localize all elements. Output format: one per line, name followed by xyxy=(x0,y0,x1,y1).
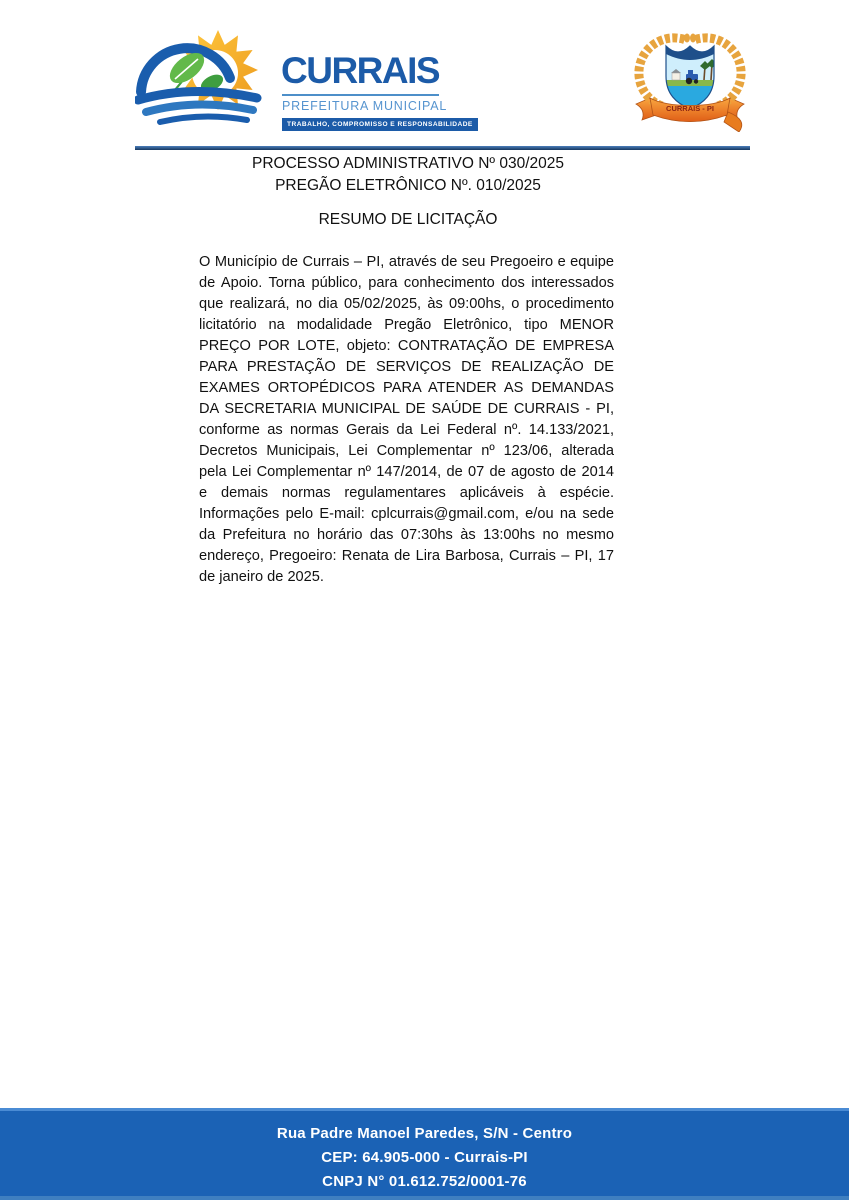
ribbon-text: CURRAIS - PI xyxy=(666,104,714,113)
brand-rule xyxy=(282,94,439,96)
shield xyxy=(664,44,717,112)
municipal-logo-graphic xyxy=(135,28,275,132)
footer-cep: CEP: 64.905-000 - Currais-PI xyxy=(321,1149,528,1166)
footer-address: Rua Padre Manoel Paredes, S/N - Centro xyxy=(276,1125,573,1142)
brand-name: CURRAIS xyxy=(281,50,440,91)
waves-icon xyxy=(138,91,257,122)
coat-of-arms xyxy=(632,28,748,132)
summary-title: RESUMO DE LICITAÇÃO xyxy=(318,211,498,228)
brand-motto: TRABALHO, COMPROMISSO E RESPONSABILIDADE xyxy=(282,118,478,131)
header-divider xyxy=(135,146,750,150)
brand-text-block xyxy=(281,50,473,131)
document-titles xyxy=(200,153,616,197)
process-number-title: PROCESSO ADMINISTRATIVO Nº 030/2025 xyxy=(251,155,565,172)
notice-body-paragraph: O Município de Currais – PI, através de seu Pregoeiro e equipe de Apoio. Torna público, para conhecimento dos interessados que realizará, no dia 05/02/2025, às 09:00hs, o procedimento licitatório na modalidade Pregão Eletrônico, tipo MENOR PREÇO POR LOTE, objeto: CONTRATAÇÃO DE EMPRESA PARA PRESTAÇÃO DE SERVIÇOS DE REALIZAÇÃO DE EXAMES ORTOPÉDICOS PARA ATENDER AS DEMANDAS DA SECRETARIA MUNICIPAL DE SAÚDE DE CURRAIS - PI, conforme as normas Gerais da Lei Federal nº. 14.133/2021, Decretos Municipais, Lei Complementar nº 123/06, alterada pela Lei Complementar nº 147/2014, de 07 de agosto de 2014 e demais normas regulamentares aplicáveis à espécie. Informações pelo E-mail: cplcurrais@gmail.com, e/ou na sede da Prefeitura no horário das 07:30hs às 13:00hs no mesmo endereço, Pregoeiro: Renata de Lira Barbosa, Currais – PI, 17 de janeiro de 2025. xyxy=(199,254,614,585)
municipal-logo xyxy=(135,28,473,132)
brand-subtitle: PREFEITURA MUNICIPAL xyxy=(282,99,448,113)
footer-band xyxy=(0,1108,849,1200)
footer-cnpj: CNPJ N° 01.612.752/0001-76 xyxy=(322,1173,527,1190)
auction-number-title: PREGÃO ELETRÔNICO Nº. 010/2025 xyxy=(275,177,541,194)
